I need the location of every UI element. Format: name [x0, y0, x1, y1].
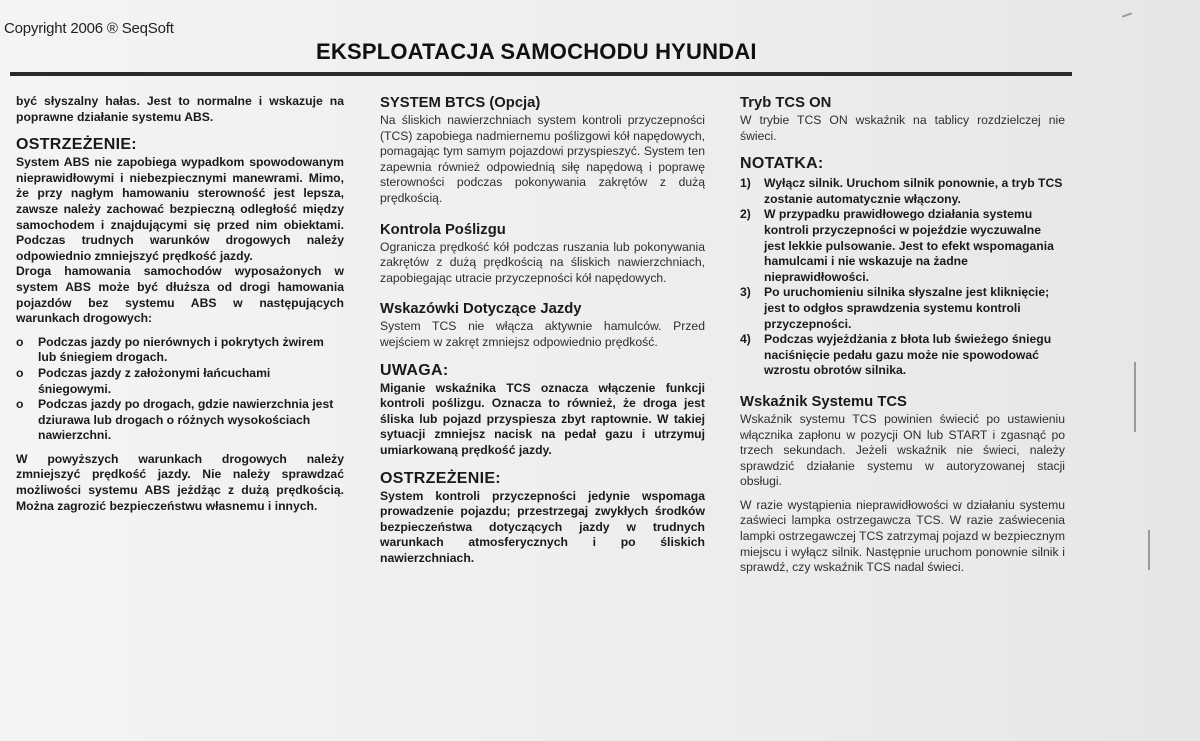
note-text: Wyłącz silnik. Uruchom silnik ponownie, a tryb TCS zostanie automatycznie włączony. [764, 176, 1063, 206]
warning-paragraph: System ABS nie zapobiega wypadkom spowodowanym nieprawidłowymi i niebezpiecznymi manewrami. Mimo, że przy nagłym hamowaniu sterowność jest lepsza, zawsze należy zachować bezpieczną odległość między samochodem i znajdującymi się przed nim obiektami. Podczas trudnych warunków drogowych należy odpowiednio zmniejszyć prędkość jazdy. [16, 155, 344, 263]
list-item: o Podczas jazdy po nierównych i pokrytych żwirem lub śniegiem drogach. [16, 335, 344, 366]
caution-heading: UWAGA: [380, 361, 449, 379]
road-conditions-list [16, 335, 344, 444]
driving-tips-paragraph: System TCS nie włącza aktywnie hamulców. Przed wejściem w zakręt zmniejsz odpowiednio prędkość. [380, 319, 705, 349]
scan-artifact-mark [1148, 530, 1150, 570]
intro-paragraph: być słyszalny hałas. Jest to normalne i wskazuje na poprawne działanie systemu ABS. [16, 94, 344, 124]
tcs-indicator-heading: Wskaźnik Systemu TCS [740, 393, 907, 410]
header-rule [10, 72, 1072, 76]
tcs-on-paragraph: W trybie TCS ON wskaźnik na tablicy rozdzielczej nie świeci. [740, 113, 1065, 143]
page-title: EKSPLOATACJA SAMOCHODU HYUNDAI [316, 39, 757, 64]
closing-paragraph: W powyższych warunkach drogowych należy zmniejszyć prędkość jazdy. Nie należy sprawdzać możliwości systemu ABS jeżdżąc z dużą prędkością. Można zagrozić bezpieczeństwu własnemu i innych. [16, 451, 344, 513]
tcs-on-heading: Tryb TCS ON [740, 95, 832, 111]
column-left [16, 94, 344, 514]
slip-control-paragraph: Ogranicza prędkość kół podczas ruszania lub pokonywania zakrętów z dużą prędkością na śliskich nawierzchniach, zapobiegając utracie przyczepności kół napędowych. [380, 239, 705, 285]
note-number: 4) [740, 332, 751, 347]
slip-control-heading: Kontrola Poślizgu [380, 221, 506, 238]
list-item: o Podczas jazdy z założonymi łańcuchami śniegowymi. [16, 366, 344, 397]
list-item [740, 176, 1065, 207]
btcs-heading: SYSTEM BTCS (Opcja) [380, 95, 541, 111]
list-item: o Podczas jazdy po drogach, gdzie nawierzchnia jest dziurawa lub drogach o różnych wysokościach nawierzchni. [16, 397, 344, 444]
note-number: 2) [740, 207, 751, 222]
tcs-malfunction-paragraph: W razie wystąpienia nieprawidłowości w działaniu systemu zaświeci lampka ostrzegawcza TCS. W razie zaświecenia lampki ostrzegawczej TCS zatrzymaj pojazd w bezpiecznym miejscu i wyłącz silnik. Następnie uruchom ponownie silnik i sprawdź, czy wskaźnik TCS nadal świeci. [740, 497, 1065, 575]
list-item [740, 332, 1065, 379]
note-text: Po uruchomieniu silnika słyszalne jest kliknięcie; jest to odgłos sprawdzenia systemu kontroli przyczepności. [764, 285, 1050, 331]
scan-artifact-mark [1134, 362, 1136, 432]
column-right [740, 94, 1065, 576]
tcs-indicator-paragraph: Wskaźnik systemu TCS powinien świecić po ustawieniu włącznika zapłonu w pozycji ON lub START i zgasnąć po trzech sekundach. Jeżeli wskaźnik nie świeci, należy sprawdzić działanie systemu w autoryzowanej stacji obsługi. [740, 411, 1065, 489]
caution-paragraph: Miganie wskaźnika TCS oznacza włączenie funkcji kontroli poślizgu. Oznacza to również, że droga jest śliska lub pojazd przyspiesza zbyt raptownie. W takiej sytuacji zmniejsz nacisk na pedał gazu i utrzymuj umiarkowaną prędkość jazdy. [380, 380, 705, 457]
warning-paragraph-2: System kontroli przyczepności jedynie wspomaga prowadzenie pojazdu; przestrzegaj zwykłych środków bezpieczeństwa dotyczących jazdy w trudnych warunkach atmosferycznych i po śliskich nawierzchniach. [380, 488, 705, 565]
note-heading: NOTATKA: [740, 155, 824, 173]
note-text: W przypadku prawidłowego działania systemu kontroli przyczepności w pojeździe wyczuwalne jest lekkie pulsowanie. Jest to efekt wspomagania hamulcami i nie wskazuje na żadne nieprawidłowości. [764, 207, 1054, 284]
btcs-paragraph: Na śliskich nawierzchniach system kontroli przyczepności (TCS) zapobiega nadmiernemu poślizgowi kół napędowych, pomagając tym samym pojazdowi przyspieszyć. System ten zapewnia również odpowiednią siłę napędową i poprawę sterowności podczas pokonywania zakrętów z dużą prędkością. [380, 113, 705, 205]
copyright-notice: Copyright 2006 ® SeqSoft [4, 20, 174, 37]
list-item [740, 207, 1065, 285]
driving-tips-heading: Wskazówki Dotyczące Jazdy [380, 301, 582, 318]
braking-distance-paragraph: Droga hamowania samochodów wyposażonych w system ABS może być dłuższa od drogi hamowania pojazdów bez systemu ABS w następujących warunkach drogowych: [16, 264, 344, 326]
warning-heading: OSTRZEŻENIE: [16, 136, 137, 154]
list-item [740, 285, 1065, 332]
note-number: 1) [740, 176, 751, 191]
column-middle [380, 94, 705, 566]
note-text: Podczas wyjeżdżania z błota lub świeżego śniegu naciśnięcie pedału gazu może nie spowodować wzrostu obrotów silnika. [764, 332, 1052, 378]
note-number: 3) [740, 285, 751, 300]
warning-heading-2: OSTRZEŻENIE: [380, 469, 501, 487]
note-list [740, 176, 1065, 379]
